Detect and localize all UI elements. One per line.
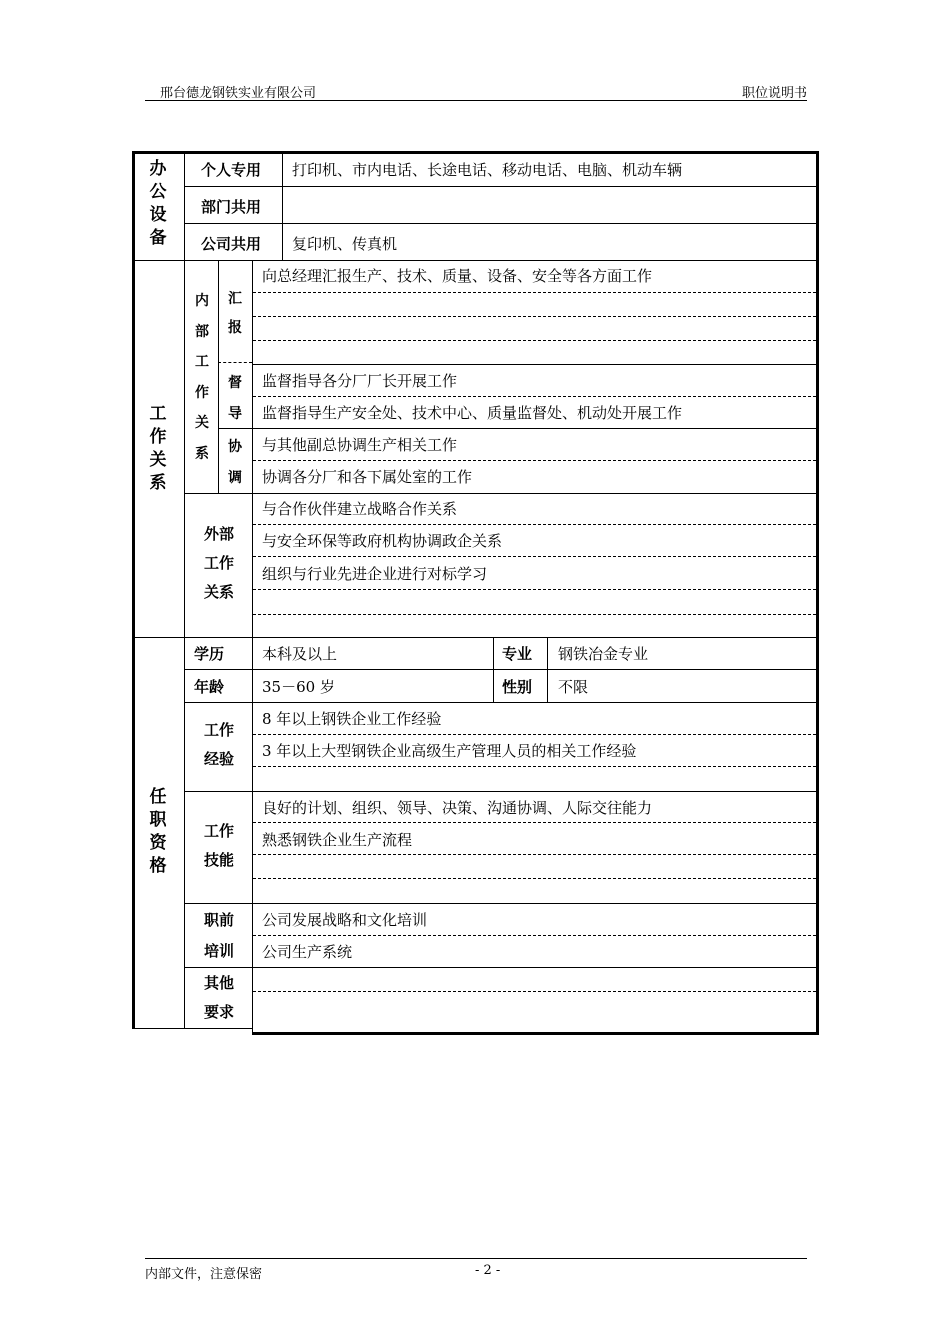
- coordinate-label: 协 调: [228, 439, 242, 486]
- qualifications-section-label: 任 职 资 格: [149, 787, 167, 876]
- experience-line-1: 8 年以上钢铁企业工作经验: [262, 710, 442, 728]
- external-line-3: 组织与行业先进企业进行对标学习: [262, 565, 488, 583]
- experience-line-2: 3 年以上大型钢铁企业高级生产管理人员的相关工作经验: [262, 742, 637, 760]
- major-value: 钢铁冶金专业: [558, 645, 649, 663]
- page-header: [145, 82, 807, 101]
- age-label: 年龄: [194, 678, 225, 696]
- confidential-note: 内部文件，注意保密: [145, 1267, 263, 1282]
- skills-line-2: 熟悉钢铁企业生产流程: [262, 831, 413, 849]
- major-label: 专业: [502, 645, 533, 663]
- company-equipment-value: 复印机、传真机: [292, 235, 398, 253]
- external-line-2: 与安全环保等政府机构协调政企关系: [262, 532, 503, 550]
- external-line-1: 与合作伙伴建立战略合作关系: [262, 500, 458, 518]
- personal-equipment-label: 个人专用: [201, 161, 262, 179]
- report-line-1: 向总经理汇报生产、技术、质量、设备、安全等各方面工作: [262, 267, 653, 285]
- skills-line-1: 良好的计划、组织、领导、决策、沟通协调、人际交往能力: [262, 799, 653, 817]
- other-requirements-label: 其他 要求: [203, 974, 234, 1021]
- gender-value: 不限: [558, 678, 589, 696]
- age-value: 35－60 岁: [262, 678, 335, 696]
- experience-label: 工作 经验: [203, 721, 234, 768]
- page-footer: [145, 1258, 807, 1282]
- training-label: 职前 培训: [203, 911, 234, 960]
- training-line-1: 公司发展战略和文化培训: [262, 911, 428, 929]
- external-relations-label: 外部 工作 关系: [203, 525, 234, 601]
- personal-equipment-value: 打印机、市内电话、长途电话、移动电话、电脑、机动车辆: [292, 161, 683, 179]
- work-relations-section-label: 工 作 关 系: [149, 404, 167, 493]
- coordinate-line-2: 协调各分厂和各下属处室的工作: [262, 468, 473, 486]
- gender-label: 性别: [502, 678, 533, 696]
- page-number: - 2 -: [475, 1263, 501, 1278]
- coordinate-line-1: 与其他副总协调生产相关工作: [262, 436, 458, 454]
- company-equipment-label: 公司共用: [201, 235, 262, 253]
- education-label: 学历: [194, 645, 225, 663]
- report-label: 汇 报: [228, 291, 242, 336]
- office-equipment-section-label: 办 公 设 备: [149, 159, 167, 248]
- supervise-line-1: 监督指导各分厂厂长开展工作: [262, 372, 458, 390]
- internal-relations-label: 内 部 工 作 关 系: [195, 293, 209, 462]
- supervise-label: 督 导: [228, 375, 242, 422]
- supervise-line-2: 监督指导生产安全处、技术中心、质量监督处、机动处开展工作: [262, 404, 683, 422]
- department-equipment-label: 部门共用: [201, 198, 262, 216]
- education-value: 本科及以上: [262, 645, 338, 663]
- document-type: 职位说明书: [741, 86, 807, 101]
- company-name: 邢台德龙钢铁实业有限公司: [160, 86, 317, 101]
- training-line-2: 公司生产系统: [262, 943, 353, 961]
- skills-label: 工作 技能: [203, 822, 234, 869]
